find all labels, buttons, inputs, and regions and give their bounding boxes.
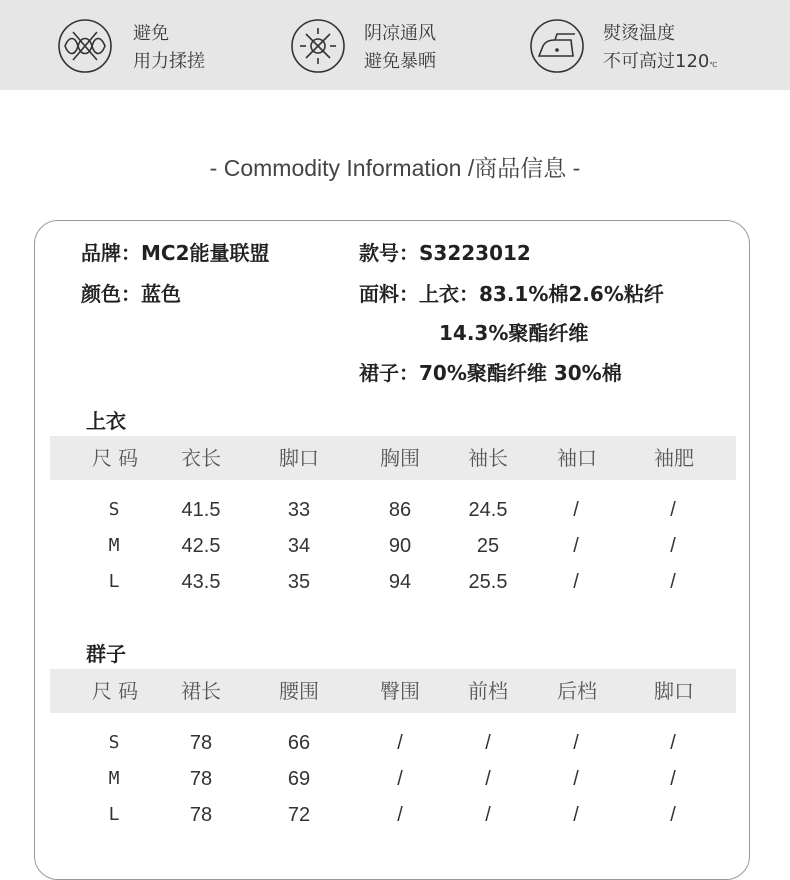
top-cell: / bbox=[573, 535, 579, 557]
care-instructions-bar bbox=[0, 0, 790, 90]
spec-fabric-line1: 面料：上衣：83.1%棉2.6%粘纤 bbox=[359, 282, 664, 306]
care-iron-line2 bbox=[603, 48, 717, 79]
skirt-header-back-rise: 后档 bbox=[557, 679, 597, 703]
skirt-cell: / bbox=[397, 804, 403, 826]
skirt-table-label: 群子 bbox=[86, 642, 126, 666]
top-cell-size: L bbox=[108, 571, 120, 592]
skirt-cell: / bbox=[397, 732, 403, 754]
top-cell: / bbox=[670, 571, 676, 593]
top-cell: / bbox=[573, 499, 579, 521]
top-cell: 35 bbox=[287, 571, 311, 593]
skirt-cell: 66 bbox=[287, 732, 311, 754]
top-cell-size: M bbox=[108, 535, 120, 556]
top-header-sleeve-width: 袖肥 bbox=[654, 446, 694, 470]
skirt-cell: / bbox=[573, 732, 579, 754]
skirt-header-waist: 腰围 bbox=[279, 679, 319, 703]
top-cell: / bbox=[573, 571, 579, 593]
top-header-size: 尺 码 bbox=[91, 446, 139, 470]
top-header-length: 衣长 bbox=[181, 446, 221, 470]
top-table-label: 上衣 bbox=[86, 409, 126, 433]
skirt-header-front-rise: 前档 bbox=[468, 679, 508, 703]
care-no-wring-line1: 避免 bbox=[133, 23, 169, 44]
top-cell: 42.5 bbox=[181, 535, 221, 557]
top-table-header bbox=[50, 436, 736, 480]
shade-dry-icon bbox=[288, 16, 348, 76]
skirt-header-hip: 臀围 bbox=[380, 679, 420, 703]
top-cell: 86 bbox=[388, 499, 412, 521]
spec-model: 款号：S3223012 bbox=[359, 241, 531, 265]
skirt-header-length: 裙长 bbox=[181, 679, 221, 703]
top-header-chest: 胸围 bbox=[380, 446, 420, 470]
skirt-cell: / bbox=[485, 804, 491, 826]
skirt-cell: / bbox=[573, 768, 579, 790]
skirt-cell-size: M bbox=[108, 768, 120, 789]
section-title: - Commodity Information /商品信息 - bbox=[209, 155, 581, 181]
skirt-cell: / bbox=[397, 768, 403, 790]
skirt-header-hem: 脚口 bbox=[654, 679, 694, 703]
top-cell: 41.5 bbox=[181, 499, 221, 521]
care-iron-temp: 不可高过120 bbox=[603, 51, 710, 72]
no-wring-icon bbox=[55, 16, 115, 76]
top-cell: 34 bbox=[287, 535, 311, 557]
top-cell: 25 bbox=[476, 535, 500, 557]
skirt-cell: / bbox=[670, 768, 676, 790]
top-cell: 25.5 bbox=[468, 571, 508, 593]
care-shade-dry-line1: 阴凉通风 bbox=[364, 23, 436, 44]
top-header-hem: 脚口 bbox=[279, 446, 319, 470]
care-shade-dry-line2: 避免暴晒 bbox=[364, 51, 436, 72]
top-cell: / bbox=[670, 499, 676, 521]
skirt-cell: 72 bbox=[287, 804, 311, 826]
top-cell: 24.5 bbox=[468, 499, 508, 521]
top-header-cuff: 袖口 bbox=[557, 446, 597, 470]
spec-skirt-fabric: 裙子：70%聚酯纤维 30%棉 bbox=[359, 361, 622, 385]
skirt-cell: 78 bbox=[189, 804, 213, 826]
skirt-header-size: 尺 码 bbox=[91, 679, 139, 703]
skirt-cell: / bbox=[573, 804, 579, 826]
spec-fabric-line2: 14.3%聚酯纤维 bbox=[439, 321, 589, 345]
skirt-cell: / bbox=[670, 732, 676, 754]
iron-icon bbox=[527, 16, 587, 76]
skirt-cell: 69 bbox=[287, 768, 311, 790]
top-cell: 90 bbox=[388, 535, 412, 557]
skirt-cell: / bbox=[670, 804, 676, 826]
skirt-cell: / bbox=[485, 768, 491, 790]
skirt-cell: / bbox=[485, 732, 491, 754]
top-cell: 33 bbox=[287, 499, 311, 521]
top-cell: 43.5 bbox=[181, 571, 221, 593]
top-cell: 94 bbox=[388, 571, 412, 593]
care-no-wring-line2: 用力揉搓 bbox=[133, 51, 205, 72]
skirt-cell: 78 bbox=[189, 732, 213, 754]
spec-brand: 品牌：MC2能量联盟 bbox=[81, 241, 270, 265]
care-iron-line1: 熨烫温度 bbox=[603, 23, 675, 44]
skirt-cell-size: S bbox=[108, 732, 120, 753]
care-iron-unit: ℃ bbox=[709, 61, 718, 69]
top-header-sleeve-length: 袖长 bbox=[468, 446, 508, 470]
skirt-table-header bbox=[50, 669, 736, 713]
top-cell-size: S bbox=[108, 499, 120, 520]
skirt-cell-size: L bbox=[108, 804, 120, 825]
skirt-cell: 78 bbox=[189, 768, 213, 790]
spec-color: 颜色：蓝色 bbox=[81, 282, 181, 306]
top-cell: / bbox=[670, 535, 676, 557]
